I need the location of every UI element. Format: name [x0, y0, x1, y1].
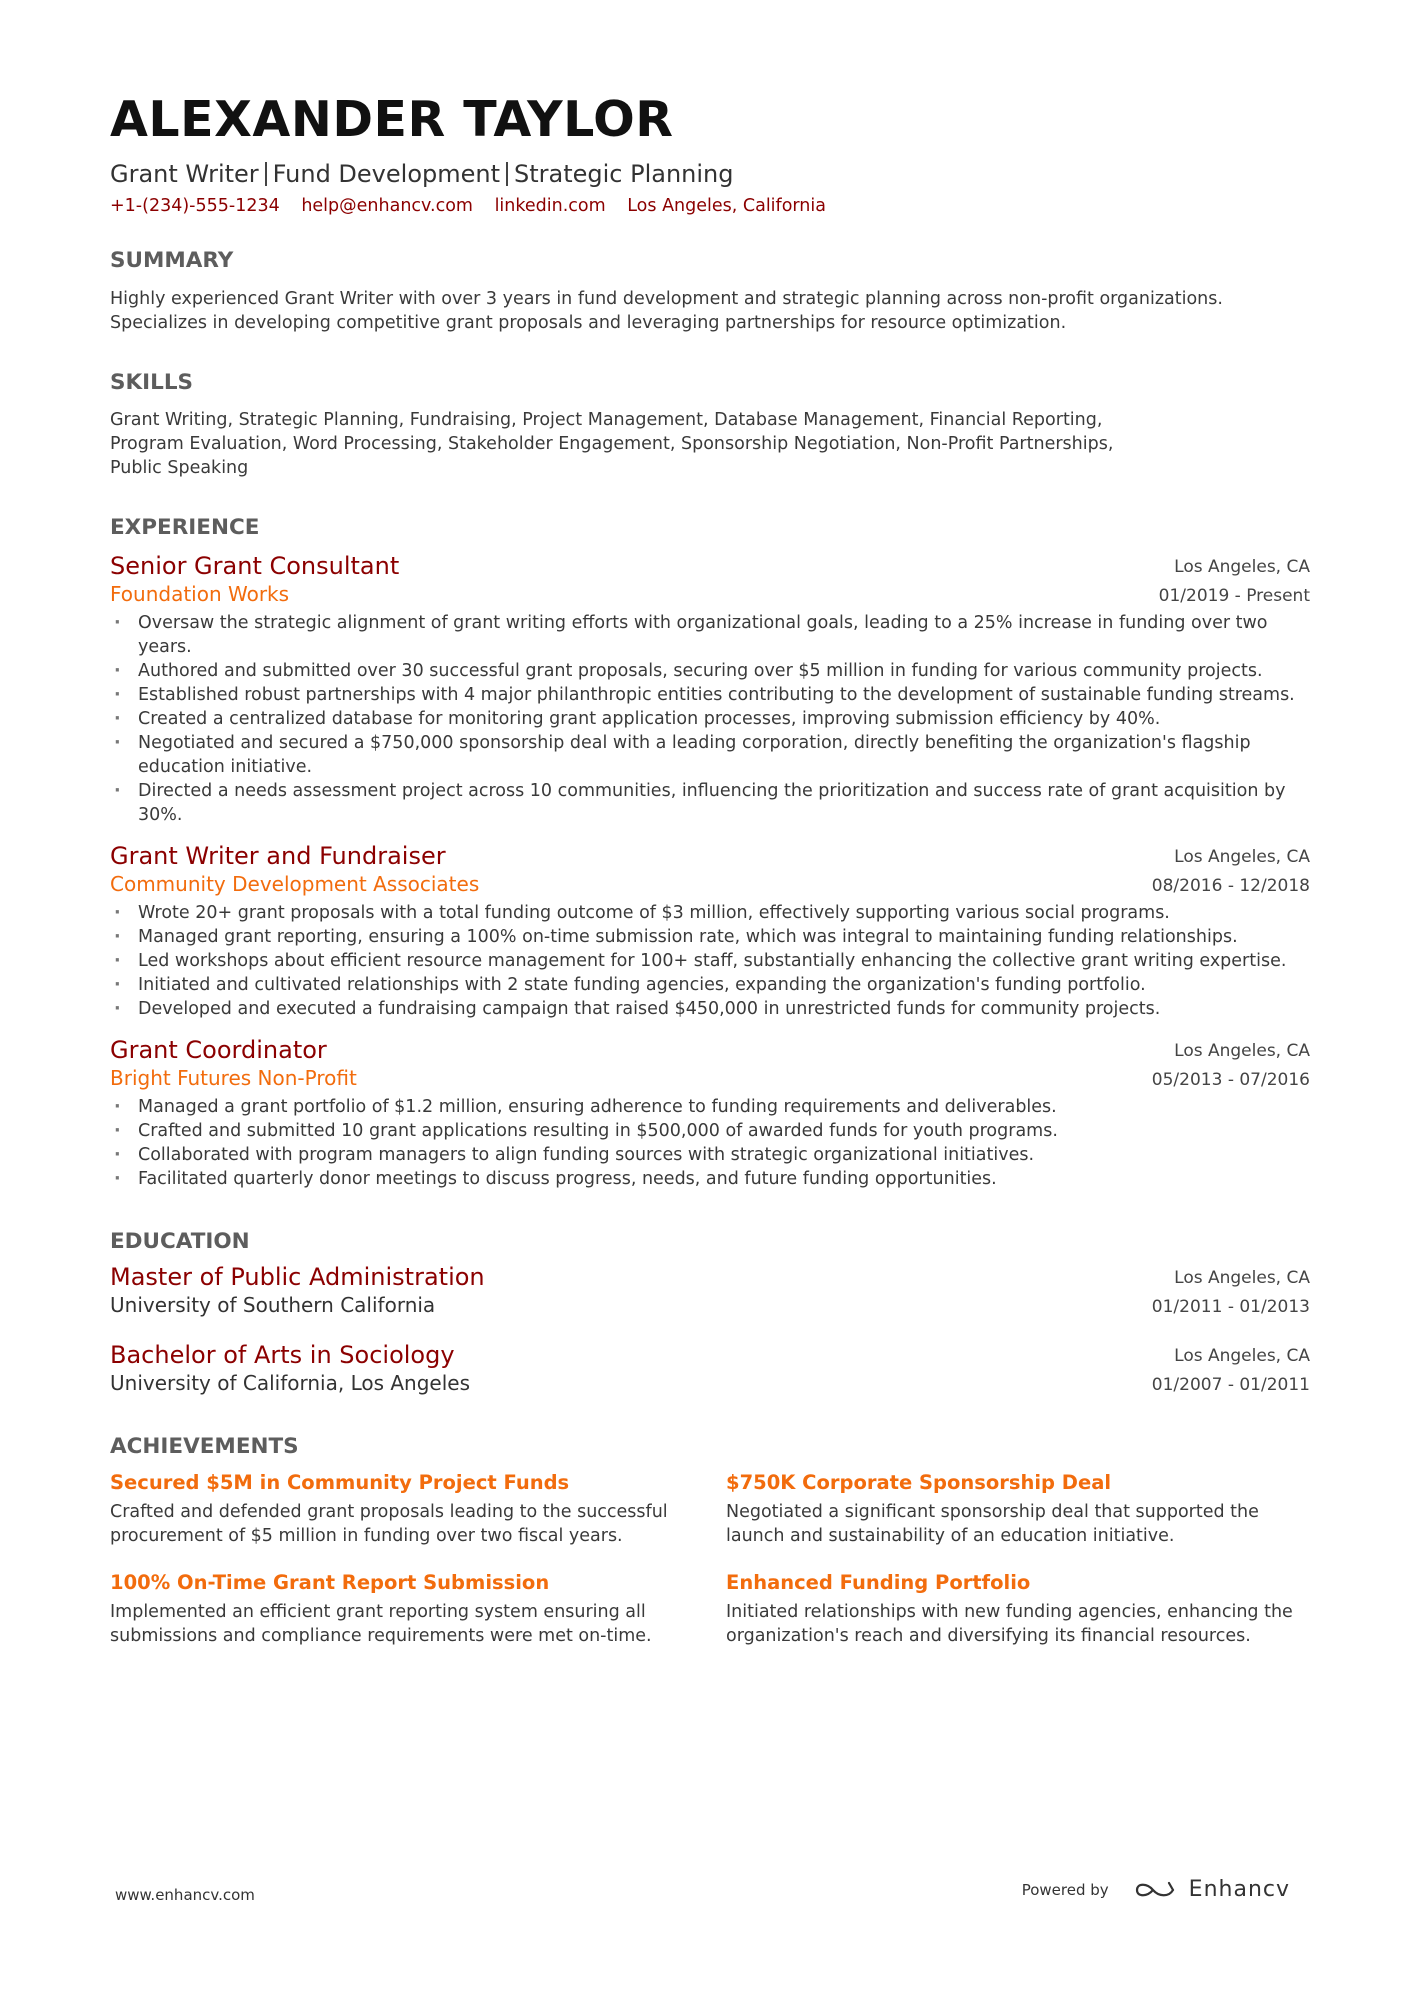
enhancv-logo[interactable] — [1133, 1877, 1290, 1902]
achievement-description: Initiated relationships with new funding agencies, enhancing the organization's reach and diversifying its financial resources. — [726, 1601, 1293, 1646]
achievements-section — [110, 1436, 1310, 1648]
headline-separator — [265, 162, 267, 186]
bullet-item: · Authored and submitted over 30 successful grant proposals, securing over $5 million in funding for various community projects. — [110, 659, 1300, 683]
education-meta — [1152, 1342, 1310, 1400]
job-entry — [110, 1035, 1310, 1191]
bullet-item: · Established robust partnerships with 4 major philanthropic entities contributing to the development of sustainable funding streams. — [110, 683, 1300, 707]
phone-link[interactable]: +1-(234)-555-1234 — [110, 196, 280, 216]
job-header — [110, 841, 1310, 897]
achievement-item — [110, 1470, 680, 1548]
bullet-item: · Wrote 20+ grant proposals with a total funding outcome of $3 million, effectively supporting various social programs. — [110, 901, 1300, 925]
job-dates: 05/2013 - 07/2016 — [1151, 1069, 1310, 1090]
job-title: Grant Coordinator — [110, 1035, 327, 1064]
skills-section — [110, 369, 1310, 481]
job-entry — [110, 551, 1310, 827]
bullet-item: · Directed a needs assessment project across 10 communities, influencing the prioritization and success rate of grant acquisition by 30%. — [110, 779, 1300, 827]
bullet-item: · Led workshops about efficient resource management for 100+ staff, substantially enhancing the collective grant writing expertise. — [110, 949, 1300, 973]
job-location: Los Angeles, CA — [1174, 556, 1310, 577]
education-dates: 01/2007 - 01/2011 — [1151, 1375, 1310, 1395]
headline — [110, 160, 1310, 188]
education-entry — [110, 1262, 1310, 1318]
summary-section — [110, 250, 1310, 335]
job-meta — [1152, 1037, 1310, 1095]
company-name: Foundation Works — [110, 581, 290, 606]
job-dates: 08/2016 - 12/2018 — [1151, 875, 1310, 896]
achievement-item — [726, 1470, 1296, 1548]
job-location: Los Angeles, CA — [1174, 846, 1310, 867]
job-bullets — [110, 611, 1300, 827]
achievement-item — [726, 1570, 1296, 1648]
section-heading: EDUCATION — [110, 1228, 250, 1254]
school-name: University of Southern California — [110, 1293, 436, 1317]
skills-text: Grant Writing, Strategic Planning, Fundraising, Project Management, Database Management, Financial Reporting, Program Evaluation, Word Processing, Stakeholder Engagement, Sponsorship Negotiation, Non-Profit Partnerships, Public Speaking — [110, 410, 1114, 478]
bullet-item: · Initiated and cultivated relationships with 2 state funding agencies, expanding the organization's funding portfolio. — [110, 973, 1300, 997]
headline-separator — [506, 162, 508, 186]
achievement-description: Crafted and defended grant proposals leading to the successful procurement of $5 million in funding over two fiscal years. — [110, 1501, 668, 1546]
job-meta — [1159, 553, 1310, 611]
section-heading: SKILLS — [110, 369, 194, 395]
bullet-item: · Created a centralized database for monitoring grant application processes, improving submission efficiency by 40%. — [110, 707, 1300, 731]
footer-branding — [1022, 1877, 1290, 1902]
headline-title: Grant Writer — [110, 160, 259, 188]
job-title: Senior Grant Consultant — [110, 551, 400, 580]
enhancv-logo-wordmark: Enhancv — [1188, 1877, 1290, 1902]
achievement-title: 100% On-Time Grant Report Submission — [110, 1570, 550, 1594]
section-heading: EXPERIENCE — [110, 515, 260, 540]
bullet-item: · Oversaw the strategic alignment of grant writing efforts with organizational goals, leading to a 25% increase in funding over two years. — [110, 611, 1300, 659]
bullet-item: · Crafted and submitted 10 grant applications resulting in $500,000 of awarded funds for youth programs. — [110, 1119, 1300, 1143]
bullet-item: · Negotiated and secured a $750,000 sponsorship deal with a leading corporation, directly benefiting the organization's flagship education initiative. — [110, 731, 1300, 779]
candidate-name: ALEXANDER TAYLOR — [110, 91, 674, 148]
footer-website-link[interactable]: www.enhancv.com — [115, 1886, 255, 1904]
bullet-item: · Facilitated quarterly donor meetings to discuss progress, needs, and future funding opportunities. — [110, 1167, 1300, 1191]
education-location: Los Angeles, CA — [1174, 1268, 1310, 1288]
company-name: Bright Futures Non-Profit — [110, 1065, 357, 1090]
company-name: Community Development Associates — [110, 871, 480, 896]
job-location: Los Angeles, CA — [1174, 1040, 1310, 1061]
achievement-item — [110, 1570, 680, 1648]
bullet-item: · Managed a grant portfolio of $1.2 million, ensuring adherence to funding requirements and deliverables. — [110, 1095, 1300, 1119]
job-title: Grant Writer and Fundraiser — [110, 841, 446, 870]
job-header — [110, 551, 1310, 607]
bullet-item: · Managed grant reporting, ensuring a 100% on-time submission rate, which was integral to maintaining funding relationships. — [110, 925, 1300, 949]
job-dates: 01/2019 - Present — [1158, 585, 1310, 606]
education-dates: 01/2011 - 01/2013 — [1151, 1297, 1310, 1317]
location-text: Los Angeles, California — [627, 196, 826, 216]
education-location: Los Angeles, CA — [1174, 1346, 1310, 1366]
school-name: University of California, Los Angeles — [110, 1371, 471, 1395]
powered-by-text: Powered by — [1021, 1880, 1109, 1899]
section-heading: SUMMARY — [110, 248, 234, 273]
achievement-description: Implemented an efficient grant reporting system ensuring all submissions and compliance requirements were met on-time. — [110, 1601, 652, 1646]
achievement-description: Negotiated a significant sponsorship deal that supported the launch and sustainability of an education initiative. — [726, 1501, 1259, 1546]
achievement-title: $750K Corporate Sponsorship Deal — [726, 1470, 1112, 1494]
degree-title: Bachelor of Arts in Sociology — [110, 1341, 455, 1369]
job-header — [110, 1035, 1310, 1091]
job-bullets — [110, 1095, 1300, 1191]
job-bullets — [110, 901, 1300, 1021]
resume-page — [110, 91, 1310, 1648]
degree-title: Master of Public Administration — [110, 1263, 485, 1291]
education-entry — [110, 1340, 1310, 1396]
bullet-item: · Developed and executed a fundraising campaign that raised $450,000 in unrestricted funds for community projects. — [110, 997, 1300, 1021]
resume-header — [110, 91, 1310, 216]
education-section — [110, 1228, 1310, 1397]
job-meta — [1152, 843, 1310, 901]
enhancv-logo-icon — [1133, 1878, 1179, 1902]
headline-title: Fund Development — [272, 160, 500, 188]
contact-line — [110, 196, 1310, 216]
education-meta — [1152, 1264, 1310, 1322]
achievement-title: Secured $5M in Community Project Funds — [110, 1470, 570, 1494]
experience-section — [110, 517, 1310, 1191]
headline-title: Strategic Planning — [514, 160, 734, 188]
section-heading: ACHIEVEMENTS — [110, 1434, 299, 1459]
summary-text: Highly experienced Grant Writer with over 3 years in fund development and strategic planning across non-profit organizations. Specializes in developing competitive grant proposals and leveraging partnerships for resource optimization. — [110, 288, 1223, 333]
bullet-item: · Collaborated with program managers to align funding sources with strategic organizational initiatives. — [110, 1143, 1300, 1167]
achievements-grid — [110, 1470, 1310, 1648]
linkedin-link[interactable]: linkedin.com — [494, 196, 606, 216]
job-entry — [110, 841, 1310, 1021]
achievement-title: Enhanced Funding Portfolio — [726, 1570, 1031, 1594]
email-link[interactable]: help@enhancv.com — [301, 196, 473, 216]
